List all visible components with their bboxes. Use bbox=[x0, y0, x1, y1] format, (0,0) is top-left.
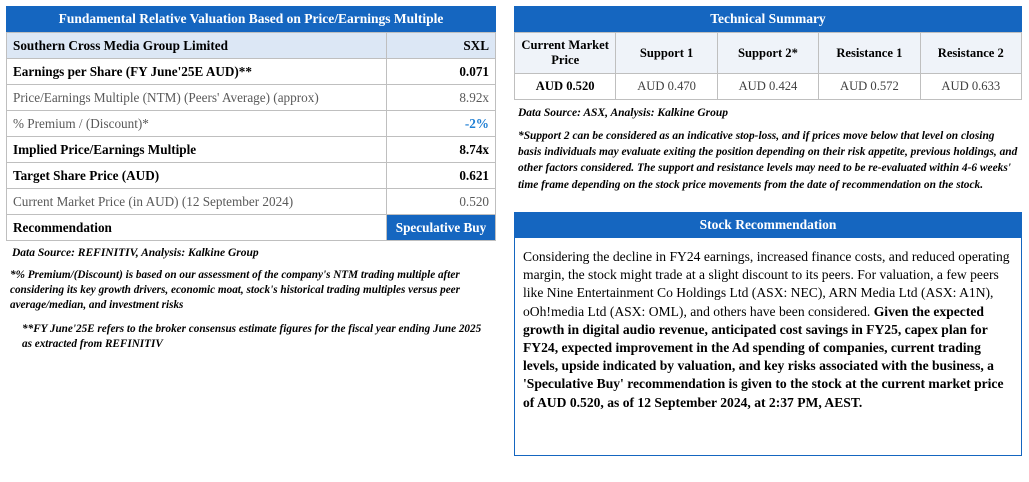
technical-summary-table bbox=[514, 32, 1022, 100]
row-label-eps: Earnings per Share (FY June'25E AUD)** bbox=[7, 59, 387, 85]
row-value-premium-discount: -2% bbox=[387, 111, 496, 137]
table-row bbox=[7, 85, 496, 111]
th-resistance-1: Resistance 1 bbox=[819, 33, 920, 74]
stock-recommendation-body bbox=[514, 238, 1022, 456]
stock-recommendation-panel bbox=[514, 212, 1022, 456]
td-support-1: AUD 0.470 bbox=[616, 74, 717, 100]
th-resistance-2: Resistance 2 bbox=[920, 33, 1021, 74]
table-row bbox=[7, 189, 496, 215]
technical-summary-title: Technical Summary bbox=[514, 6, 1022, 32]
th-support-1: Support 1 bbox=[616, 33, 717, 74]
company-ticker: SXL bbox=[387, 33, 496, 59]
row-value-current-price: 0.520 bbox=[387, 189, 496, 215]
row-label-current-price: Current Market Price (in AUD) (12 September 2024) bbox=[7, 189, 387, 215]
table-row-recommendation bbox=[7, 215, 496, 241]
td-current-market-price: AUD 0.520 bbox=[515, 74, 616, 100]
row-label-pe-multiple: Price/Earnings Multiple (NTM) (Peers' Average) (approx) bbox=[7, 85, 387, 111]
valuation-footnote-fy25: **FY June'25E refers to the broker consensus estimate figures for the fiscal year ending June 2025 as extracted from REFINITIV bbox=[22, 323, 482, 351]
td-resistance-1: AUD 0.572 bbox=[819, 74, 920, 100]
recommendation-label: Recommendation bbox=[7, 215, 387, 241]
valuation-table bbox=[6, 32, 496, 241]
row-value-target-price: 0.621 bbox=[387, 163, 496, 189]
td-support-2: AUD 0.424 bbox=[717, 74, 818, 100]
row-label-implied-pe: Implied Price/Earnings Multiple bbox=[7, 137, 387, 163]
th-support-2: Support 2* bbox=[717, 33, 818, 74]
technical-source: Data Source: ASX, Analysis: Kalkine Group bbox=[518, 107, 729, 119]
technical-note: *Support 2 can be considered as an indicative stop-loss, and if prices move below that level on closing basis individuals may evaluate exiting the position depending on their risk appetite, previous holdings, and other factors considered. The support and resistance levels may need to be re-evaluated within 4-6 weeks' time frame depending on the stock price movements from the date of recommendation on the stock. bbox=[518, 130, 1018, 191]
row-value-pe-multiple: 8.92x bbox=[387, 85, 496, 111]
table-row bbox=[7, 111, 496, 137]
row-label-premium-discount: % Premium / (Discount)* bbox=[7, 111, 387, 137]
table-header-row bbox=[515, 33, 1022, 74]
row-value-implied-pe: 8.74x bbox=[387, 137, 496, 163]
row-value-eps: 0.071 bbox=[387, 59, 496, 85]
table-row bbox=[7, 59, 496, 85]
table-row bbox=[7, 137, 496, 163]
company-name: Southern Cross Media Group Limited bbox=[7, 33, 387, 59]
table-row bbox=[7, 163, 496, 189]
stock-recommendation-title: Stock Recommendation bbox=[514, 212, 1022, 238]
technical-summary-panel bbox=[514, 6, 1022, 193]
th-current-market-price: Current Market Price bbox=[515, 33, 616, 74]
table-row bbox=[515, 74, 1022, 100]
table-row-company bbox=[7, 33, 496, 59]
fundamental-valuation-panel bbox=[6, 6, 496, 353]
row-label-target-price: Target Share Price (AUD) bbox=[7, 163, 387, 189]
status-badge: Speculative Buy bbox=[387, 215, 496, 241]
recommendation-paragraph-bold: Given the expected growth in digital audio revenue, anticipated cost savings in FY25, capex plan for FY24, expected improvement in the Ad spending of companies, current trading levels, upside indicated by valuation, and key risks associated with the business, a 'Speculative Buy' recommendation is given to the stock at the current market price of AUD 0.520, as of 12 September 2024, at 2:37 PM, AEST. bbox=[523, 303, 1004, 410]
recommendation-paragraph-normal: Considering the decline in FY24 earnings, increased finance costs, and reduced operating margin, the stock might trade at a slight discount to its peers. For valuation, a few peers like Nine Entertainment Co Holdings Ltd (ASX: NEC), ARN Media Ltd (ASX: A1N), oOh!media Ltd (ASX: OML), and others have been considered. bbox=[523, 249, 1010, 319]
td-resistance-2: AUD 0.633 bbox=[920, 74, 1021, 100]
valuation-source: Data Source: REFINITIV, Analysis: Kalkine Group bbox=[12, 247, 259, 259]
fundamental-valuation-title: Fundamental Relative Valuation Based on Price/Earnings Multiple bbox=[6, 6, 496, 32]
valuation-footnote-premium: *% Premium/(Discount) is based on our assessment of the company's NTM trading multiple after considering its key growth drivers, economic moat, stock's historical trading multiples versus peer average/median, and investment risks bbox=[10, 269, 461, 312]
